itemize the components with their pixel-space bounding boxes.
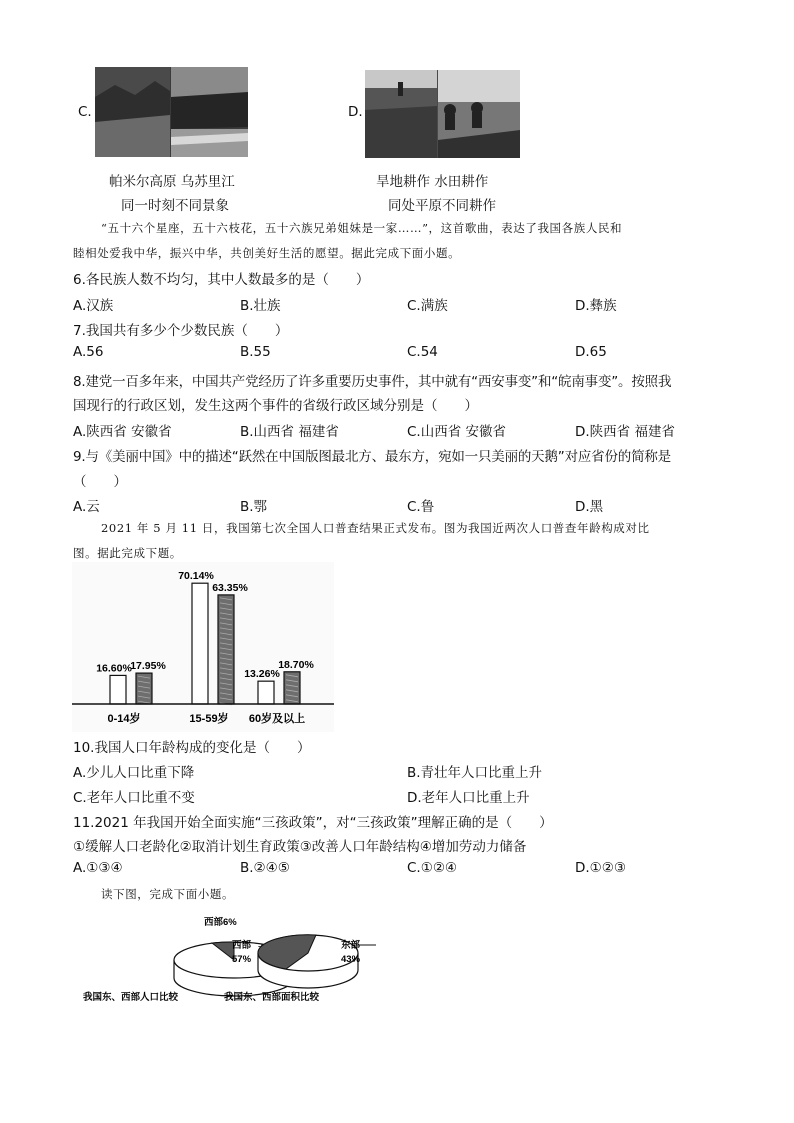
q10-option-b[interactable]: B.青壮年人口比重上升 <box>407 765 543 781</box>
q10-option-d[interactable]: D.老年人口比重上升 <box>407 790 530 806</box>
q6-option-d[interactable]: D.彝族 <box>575 298 617 314</box>
q11-option-b[interactable]: B.②④⑤ <box>240 860 290 876</box>
q9-option-c[interactable]: C.鲁 <box>407 499 435 515</box>
photo-pamir-ussuri-art <box>95 67 248 157</box>
q11-items: ①缓解人口老龄化②取消计划生育政策③改善人口年龄结构④增加劳动力储备 <box>73 839 527 855</box>
pie-area-title: 我国东、西部面积比较 <box>224 992 320 1003</box>
q8-option-c[interactable]: C.山西省 安徽省 <box>407 424 507 440</box>
q8-option-b[interactable]: B.山西省 福建省 <box>240 424 339 440</box>
bar-working-age-series-1 <box>192 583 208 704</box>
q9-option-a[interactable]: A.云 <box>73 499 100 515</box>
data-label-elderly-series-2: 18.70% <box>278 658 314 671</box>
q11-option-a[interactable]: A.①③④ <box>73 860 123 876</box>
pie-area-chart <box>216 908 396 1004</box>
pie-area-east-label-1: 东部 <box>341 940 361 951</box>
passage2-line2: 图。据此完成下题。 <box>73 546 182 560</box>
q11-stem: 11.2021 年我国开始全面实施“三孩政策”，对“三孩政策”理解正确的是（ ） <box>73 815 553 831</box>
q10-option-c[interactable]: C.老年人口比重不变 <box>73 790 195 806</box>
caption-c-2: 同一时刻不同景象 <box>121 198 229 214</box>
q6-option-b[interactable]: B.壮族 <box>240 298 281 314</box>
pie-area <box>224 935 376 1003</box>
q9-line1: 9.与《美丽中国》中的描述“跃然在中国版图最北方、最东方，宛如一只美丽的天鹅”对应省份的简称是 <box>73 449 671 465</box>
category-label-working-age: 15-59岁 <box>189 713 229 725</box>
caption-c-1: 帕米尔高原 乌苏里江 <box>109 174 235 190</box>
caption-d-2: 同处平原不同耕作 <box>388 198 496 214</box>
q6-option-c[interactable]: C.满族 <box>407 298 448 314</box>
q7-stem: 7.我国共有多少个少数民族（ ） <box>73 323 289 339</box>
age-structure-chart <box>72 562 334 732</box>
q8-option-a[interactable]: A.陕西省 安徽省 <box>73 424 172 440</box>
photo-pamir-ussuri <box>95 67 248 157</box>
data-label-child-series-2: 17.95% <box>130 660 166 673</box>
bar-child-series-1 <box>110 675 126 704</box>
q8-line1: 8.建党一百多年来，中国共产党经历了许多重要历史事件，其中就有“西安事变”和“皖南事变”。按照我 <box>73 374 672 390</box>
passage1-line1: “五十六个星座，五十六枝花，五十六族兄弟姐妹是一家……”，这首歌曲，表达了我国各族人民和 <box>101 221 623 235</box>
pie-area-east-label-2: 43% <box>341 954 361 965</box>
category-label-elderly: 60岁及以上 <box>248 713 306 725</box>
q7-option-c[interactable]: C.54 <box>407 344 438 360</box>
q7-option-a[interactable]: A.56 <box>73 344 104 360</box>
pie-population-west-label: 西部6% <box>204 917 237 928</box>
q8-line2: 国现行的行政区划，发生这两个事件的省级行政区域分别是（ ） <box>73 398 478 414</box>
data-label-elderly-series-1: 13.26% <box>244 668 280 681</box>
bar-elderly-series-1 <box>258 681 274 704</box>
q11-option-c[interactable]: C.①②④ <box>407 860 458 876</box>
option-d-letter: D. <box>348 104 363 120</box>
q11-option-d[interactable]: D.①②③ <box>575 860 626 876</box>
q9-option-d[interactable]: D.黑 <box>575 499 604 515</box>
q9-line2: （ ） <box>73 474 127 490</box>
q7-option-d[interactable]: D.65 <box>575 344 607 360</box>
option-c-letter: C. <box>78 104 92 120</box>
passage1-line2: 睦相处爱我中华，振兴中华，共创美好生活的愿望。据此完成下面小题。 <box>73 246 461 260</box>
photo-farming <box>365 70 520 158</box>
q6-option-a[interactable]: A.汉族 <box>73 298 114 314</box>
category-label-child: 0-14岁 <box>107 713 141 725</box>
pie-area-west-label-1: 西部 <box>232 940 252 951</box>
q9-option-b[interactable]: B.鄂 <box>240 499 268 515</box>
q10-option-a[interactable]: A.少儿人口比重下降 <box>73 765 195 781</box>
pie-population-title: 我国东、西部人口比较 <box>83 992 179 1003</box>
pie-area-west-label-2: 57% <box>232 954 252 965</box>
read-prompt: 读下图，完成下面小题。 <box>101 887 235 901</box>
data-label-working-age-series-2: 63.35% <box>212 581 248 594</box>
q6-stem: 6.各民族人数不均匀，其中人数最多的是（ ） <box>73 272 370 288</box>
caption-d-1: 旱地耕作 水田耕作 <box>376 174 489 190</box>
q8-option-d[interactable]: D.陕西省 福建省 <box>575 424 675 440</box>
photo-farming-art <box>365 70 520 158</box>
q10-stem: 10.我国人口年龄构成的变化是（ ） <box>73 740 311 756</box>
passage2-line1: 2021 年 5 月 11 日，我国第七次全国人口普查结果正式发布。图为我国近两次人口普查年龄构成对比 <box>101 521 650 535</box>
data-label-working-age-series-1: 70.14% <box>178 570 214 583</box>
q7-option-b[interactable]: B.55 <box>240 344 271 360</box>
pie-area-west-label <box>232 939 254 965</box>
data-label-child-series-1: 16.60% <box>96 662 132 675</box>
